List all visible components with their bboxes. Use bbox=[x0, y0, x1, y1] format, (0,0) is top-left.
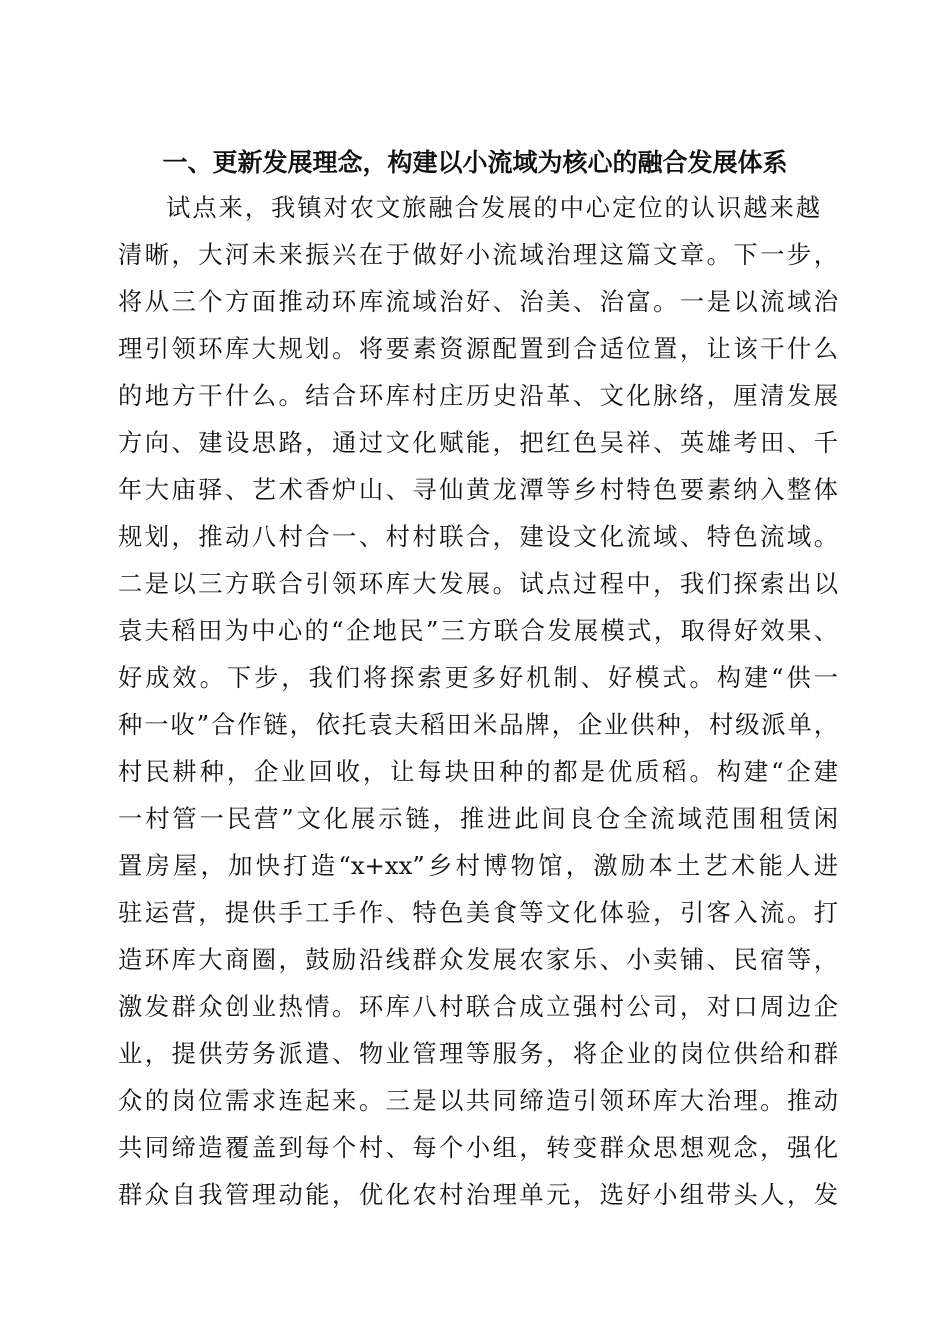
body-paragraph bbox=[118, 184, 838, 1218]
paragraph-line: 众的岗位需求连起来。三是以共同缔造引领环库大治理。推动 bbox=[118, 1086, 838, 1115]
paragraph-line: 二是以三方联合引领环库大发展。试点过程中，我们探索出以 bbox=[118, 569, 838, 598]
paragraph-line: 清晰，大河未来振兴在于做好小流域治理这篇文章。下一步， bbox=[118, 240, 838, 269]
paragraph-line: 好成效。下步，我们将探索更多好机制、好模式。构建“供一 bbox=[118, 663, 838, 692]
paragraph-line: 村民耕种，企业回收，让每块田种的都是优质稻。构建“企建 bbox=[118, 757, 838, 786]
paragraph-line: 驻运营，提供手工手作、特色美食等文化体验，引客入流。打 bbox=[118, 898, 838, 927]
paragraph-line: 规划，推动八村合一、村村联合，建设文化流域、特色流域。 bbox=[118, 522, 838, 551]
paragraph-line: 共同缔造覆盖到每个村、每个小组，转变群众思想观念，强化 bbox=[118, 1133, 838, 1162]
paragraph-line: 造环库大商圈，鼓励沿线群众发展农家乐、小卖铺、民宿等， bbox=[118, 945, 838, 974]
paragraph-line: 置房屋，加快打造“x+xx”乡村博物馆，激励本土艺术能人进 bbox=[118, 851, 838, 880]
paragraph-line: 年大庙驿、艺术香炉山、寻仙黄龙潭等乡村特色要素纳入整体 bbox=[118, 475, 838, 504]
paragraph-line: 激发群众创业热情。环库八村联合成立强村公司，对口周边企 bbox=[118, 992, 838, 1021]
paragraph-line: 理引领环库大规划。将要素资源配置到合适位置，让该干什么 bbox=[118, 334, 838, 363]
paragraph-line: 袁夫稻田为中心的“企地民”三方联合发展模式，取得好效果、 bbox=[118, 616, 838, 645]
paragraph-line: 方向、建设思路，通过文化赋能，把红色吴祥、英雄考田、千 bbox=[118, 428, 838, 457]
paragraph-line: 群众自我管理动能，优化农村治理单元，选好小组带头人，发 bbox=[118, 1180, 838, 1209]
paragraph-line: 的地方干什么。结合环库村庄历史沿革、文化脉络，厘清发展 bbox=[118, 381, 838, 410]
paragraph-line: 将从三个方面推动环库流域治好、治美、治富。一是以流域治 bbox=[118, 287, 838, 316]
section-heading: 一、更新发展理念，构建以小流域为核心的融合发展体系 bbox=[162, 148, 788, 177]
paragraph-line: 试点来，我镇对农文旅融合发展的中心定位的认识越来越 bbox=[166, 193, 820, 222]
paragraph-line: 种一收”合作链，依托袁夫稻田米品牌，企业供种，村级派单， bbox=[118, 710, 838, 739]
paragraph-line: 一村管一民营”文化展示链，推进此间良仓全流域范围租赁闲 bbox=[118, 804, 838, 833]
paragraph-line: 业，提供劳务派遣、物业管理等服务，将企业的岗位供给和群 bbox=[118, 1039, 838, 1068]
